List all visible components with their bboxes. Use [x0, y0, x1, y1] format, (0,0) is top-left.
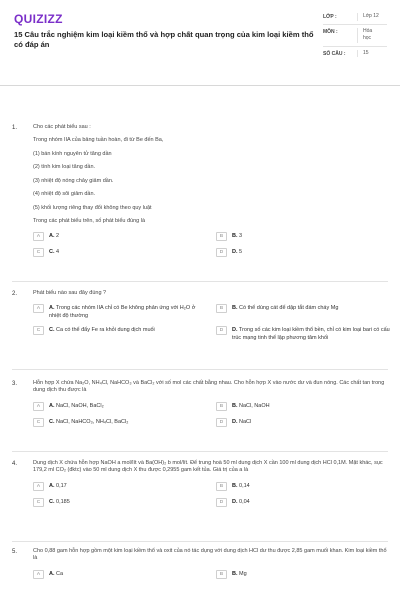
meta-label: LỚP :: [323, 14, 337, 20]
option-letter: B.: [232, 570, 238, 577]
question-line: Dung dịch X chứa hỗn hợp NaOH a mol/lít và Ba(OH)₂ b mol/lít. Để trung hoà 50 ml dung dịch X cần 100 ml dung dịch HCl 0,1M. Mặt khác, sục 179,2 ml CO₂ (đktc) vào 50 ml dung dịch X thu được 0,2955 gam kết tủa. Giá trị của a là: [33, 460, 383, 474]
option-letter: B.: [232, 482, 238, 489]
option-b[interactable]: [216, 303, 399, 321]
question-number: 2.: [12, 291, 18, 297]
option-a[interactable]: [33, 569, 216, 581]
question-2: [12, 290, 392, 343]
option-text: NaCl, NaOH, BaCl₂: [54, 402, 104, 409]
option-d[interactable]: [216, 247, 399, 259]
question-line: (3) nhiệt độ nóng chảy giảm dần.: [33, 177, 114, 184]
question-line: (1) bán kính nguyên tử tăng dần: [33, 150, 112, 157]
question-text: [33, 548, 392, 563]
option-c[interactable]: [33, 247, 216, 259]
options: [33, 481, 392, 509]
options: [33, 569, 392, 581]
option-letter: C.: [49, 249, 55, 256]
question-line: Trong các phát biểu trên, số phát biểu đúng là: [33, 217, 146, 224]
option-letter: C.: [49, 418, 55, 425]
page-title: 15 Câu trắc nghiệm kim loại kiềm thổ và hợp chất quan trọng của kim loại kiềm thổ có đáp án: [14, 30, 314, 49]
option-text: 3: [237, 233, 243, 240]
meta-row-subject: [323, 25, 387, 47]
question-number: 4.: [12, 461, 18, 467]
option-letter: D.: [232, 327, 238, 334]
option-text: 2: [54, 233, 60, 240]
option-text: NaCl: [237, 418, 252, 425]
option-letter: D.: [232, 249, 238, 256]
option-key: C: [33, 248, 44, 257]
option-text: Trong số các kim loại kiềm thổ bền, chỉ có kim loại bari có cấu trúc mạng tinh thể lập phương tâm khối: [232, 327, 390, 341]
option-letter: A.: [49, 233, 55, 240]
divider: [12, 451, 388, 452]
question-line: Cho 0,88 gam hỗn hợp gồm một kim loại kiềm thổ và oxit của nó tác dụng với dung dịch HCl dư thu được 2,85 gam muối khan. Kim loại kiềm thổ là: [33, 548, 387, 562]
options: [33, 231, 392, 259]
option-letter: D.: [232, 498, 238, 505]
option-c[interactable]: [33, 417, 216, 429]
question-text: [33, 124, 392, 225]
option-text: Ca: [54, 570, 64, 577]
question-line: Hỗn hợp X chứa Na₂O, NH₄Cl, NaHCO₃ và BaCl₂ với số mol các chất bằng nhau. Cho hỗn hợp X vào nước dư và đun nóng. Các chất tan trong dung dịch thu được là: [33, 380, 385, 394]
option-d[interactable]: [216, 497, 399, 509]
option-d[interactable]: [216, 325, 399, 343]
options: [33, 401, 392, 429]
question-line: Phát biểu nào sau đây đúng ?: [33, 290, 107, 296]
meta-table: [323, 10, 387, 61]
option-key: A: [33, 402, 44, 411]
header: [0, 0, 400, 86]
question-text: [33, 380, 392, 395]
option-a[interactable]: [33, 481, 216, 493]
option-text: 0,17: [54, 482, 67, 489]
option-letter: A.: [49, 482, 55, 489]
option-letter: B.: [232, 233, 238, 240]
question-4: [12, 460, 392, 509]
option-letter: C.: [49, 498, 55, 505]
question-line: (4) nhiệt độ sôi giảm dần.: [33, 191, 96, 198]
divider: [12, 541, 388, 542]
question-number: 1.: [12, 125, 18, 131]
option-key: A: [33, 570, 44, 579]
question-3: [12, 380, 392, 429]
option-key: B: [216, 482, 227, 491]
option-letter: A.: [49, 305, 55, 312]
option-key: A: [33, 304, 44, 313]
option-a[interactable]: [33, 231, 216, 243]
option-key: C: [33, 418, 44, 427]
option-text: 5: [237, 249, 243, 256]
question-line: (2) tính kim loại tăng dần.: [33, 164, 96, 171]
option-text: 0,14: [237, 482, 250, 489]
question-text: [33, 290, 392, 297]
option-text: NaCl, NaHCO₃, NH₄Cl, BaCl₂: [54, 418, 129, 425]
option-b[interactable]: [216, 401, 399, 413]
meta-label: SỐ CÂU :: [323, 50, 346, 57]
question-text: [33, 460, 392, 475]
option-key: D: [216, 326, 227, 335]
option-key: B: [216, 570, 227, 579]
option-key: D: [216, 248, 227, 257]
option-key: C: [33, 326, 44, 335]
option-b[interactable]: [216, 569, 399, 581]
question-5: [12, 548, 392, 581]
question-number: 5.: [12, 549, 18, 555]
option-key: B: [216, 232, 227, 241]
question-line: Trong nhóm IIA của bảng tuần hoàn, đi từ Be đến Ba,: [33, 137, 164, 144]
option-text: Có thể dùng cát để dập tắt đám cháy Mg: [237, 305, 339, 312]
option-a[interactable]: [33, 401, 216, 413]
options: [33, 303, 392, 343]
option-a[interactable]: [33, 303, 216, 321]
meta-row-count: [323, 47, 387, 61]
option-key: B: [216, 304, 227, 313]
option-c[interactable]: [33, 325, 216, 343]
meta-value: 15: [357, 50, 369, 58]
option-c[interactable]: [33, 497, 216, 509]
option-d[interactable]: [216, 417, 399, 429]
option-letter: D.: [232, 418, 238, 425]
question-line: (5) khối lượng riêng thay đổi không theo quy luật: [33, 204, 152, 211]
meta-value: Lớp 12: [357, 13, 381, 21]
meta-value: Hóa học: [357, 28, 381, 43]
divider: [12, 281, 388, 282]
quizizz-logo: QUIZIZZ: [14, 12, 63, 26]
option-letter: C.: [49, 327, 55, 334]
option-text: 0,04: [237, 498, 250, 505]
option-letter: A.: [49, 570, 55, 577]
option-text: Ca có thể đẩy Fe ra khỏi dung dịch muối: [54, 327, 155, 334]
option-text: 0,185: [54, 498, 70, 505]
option-key: D: [216, 418, 227, 427]
option-b[interactable]: [216, 481, 399, 493]
divider: [12, 369, 388, 370]
option-key: B: [216, 402, 227, 411]
option-key: A: [33, 232, 44, 241]
option-key: C: [33, 498, 44, 507]
question-line: Cho các phát biểu sau :: [33, 124, 91, 130]
question-1: [12, 124, 392, 259]
option-text: 4: [54, 249, 60, 256]
question-number: 3.: [12, 381, 18, 387]
option-letter: A.: [49, 402, 55, 409]
option-key: D: [216, 498, 227, 507]
option-text: Mg: [237, 570, 247, 577]
option-text: Trong các nhóm IIA chỉ có Be không phản ứng với H₂O ở nhiệt độ thường: [49, 305, 196, 319]
meta-label: MÔN :: [323, 28, 338, 35]
option-text: NaCl, NaOH: [237, 402, 270, 409]
option-b[interactable]: [216, 231, 399, 243]
option-letter: B.: [232, 305, 238, 312]
option-letter: B.: [232, 402, 238, 409]
meta-row-class: [323, 10, 387, 25]
option-key: A: [33, 482, 44, 491]
